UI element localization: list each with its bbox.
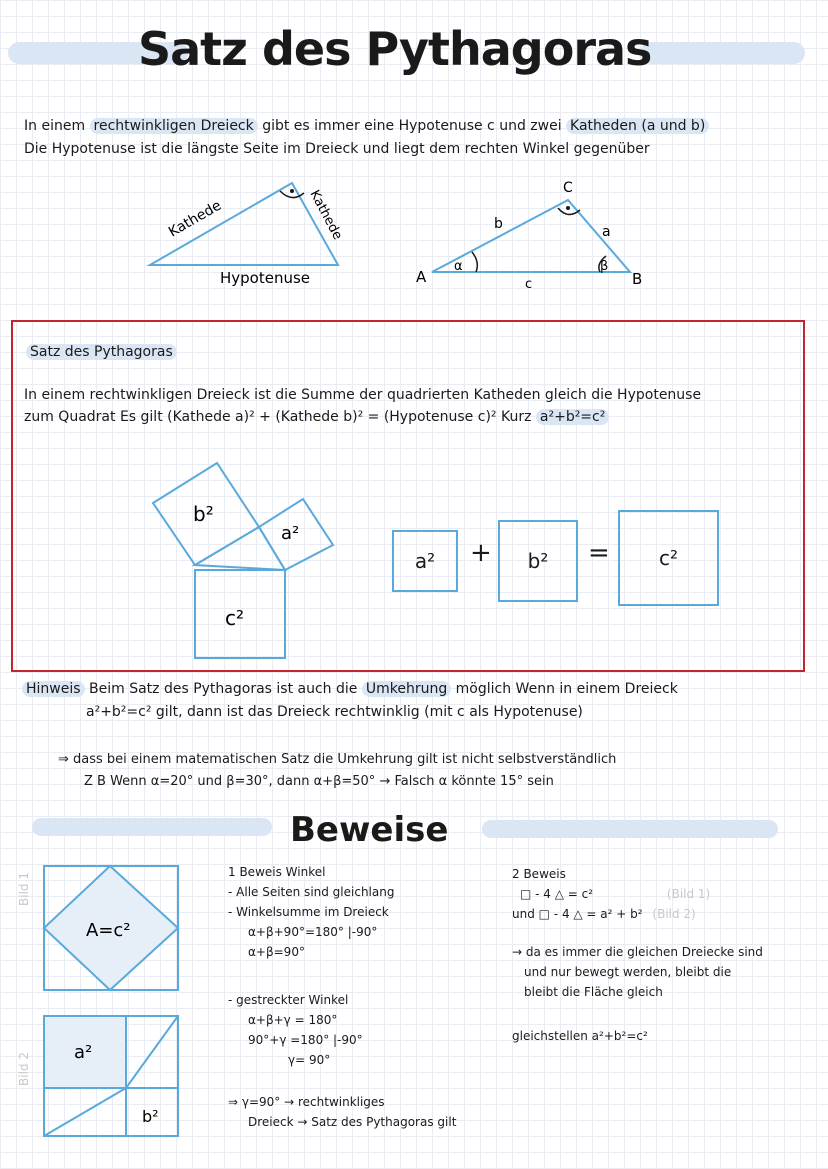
proof1-line-6: α+β+γ = 180° — [248, 1013, 338, 1027]
bild2-diagram — [40, 1012, 182, 1140]
proof1-line-9: ⇒ γ=90° → rechtwinkliges — [228, 1095, 385, 1109]
beweise-highlight-right — [482, 820, 778, 838]
proof2-tag-bild1: (Bild 1) — [666, 887, 711, 901]
theorem-frame — [11, 320, 805, 672]
proof1-line-3: α+β+90°=180° |-90° — [248, 925, 378, 939]
hinweis-text-b: möglich Wenn in einem Dreieck — [455, 681, 678, 697]
title-highlight-right — [640, 42, 805, 64]
bild2-b-label: b² — [142, 1107, 159, 1126]
triangle-abc-diagram — [410, 178, 650, 293]
theorem-line-2-text: zum Quadrat Es gilt (Kathede a)² + (Kathede b)² = (Hypotenuse c)² Kurz — [24, 409, 532, 425]
proof-1 — [228, 862, 456, 1132]
proof1-line-4: α+β=90° — [248, 945, 305, 959]
proof2-line-2-text: und □ - 4 △ = a² + b² — [512, 907, 643, 921]
proof1-title: 1 Beweis Winkel — [228, 865, 326, 879]
square-b-label: b² — [193, 502, 214, 526]
eq-equals: = — [588, 538, 610, 568]
intro-text-b: gibt es immer eine Hypotenuse c und zwei — [262, 118, 562, 134]
vertex-c: C — [563, 180, 573, 196]
bild2-a-label: a² — [74, 1042, 93, 1063]
pythagoras-squares-figure — [145, 455, 345, 665]
intro-text-a: In einem — [24, 118, 86, 134]
proof1-line-5: - gestreckter Winkel — [228, 993, 349, 1007]
hinweis-label: Hinweis — [22, 681, 85, 697]
bild2-label: Bild 2 — [17, 1052, 31, 1086]
intro-line-1 — [24, 115, 709, 137]
angle-alpha: α — [454, 259, 463, 274]
hinweis-text-a: Beim Satz des Pythagoras ist auch die — [89, 681, 358, 697]
beweise-title: Beweise — [290, 810, 449, 850]
proof1-line-1: - Alle Seiten sind gleichlang — [228, 885, 395, 899]
proof2-tag-bild2: (Bild 2) — [652, 907, 696, 921]
eq-plus: + — [470, 538, 492, 568]
intro-line-2: Die Hypotenuse ist die längste Seite im Dreieck und liegt dem rechten Winkel gegenüber — [24, 141, 650, 157]
triangle-sides-diagram — [140, 175, 360, 290]
vertex-b: B — [632, 270, 643, 288]
proof2-line-1 — [512, 884, 763, 904]
hinweis-line-1 — [22, 678, 678, 700]
note-line-2: Z B Wenn α=20° und β=30°, dann α+β=50° → Falsch α könnte 15° sein — [84, 774, 554, 789]
proof2-line-3: → da es immer die gleichen Dreiecke sind — [512, 945, 763, 959]
proof1-line-10: Dreieck → Satz des Pythagoras gilt — [248, 1115, 457, 1129]
proof2-line-5: bleibt die Fläche gleich — [524, 985, 663, 999]
proof1-line-8: γ= 90° — [288, 1053, 331, 1067]
hinweis-line-2: a²+b²=c² gilt, dann ist das Dreieck rechtwinklig (mit c als Hypotenuse) — [86, 704, 583, 720]
proof2-line-1-text: □ - 4 △ = c² — [520, 887, 594, 901]
proof1-line-7: 90°+γ =180° |-90° — [248, 1033, 363, 1047]
theorem-line-1: In einem rechtwinkligen Dreieck ist die Summe der quadrierten Katheden gleich die Hypotenuse — [24, 387, 702, 403]
intro-highlight-katheden: Katheden (a und b) — [566, 118, 709, 134]
theorem-heading-text: Satz des Pythagoras — [26, 344, 177, 360]
angle-beta: β — [600, 259, 609, 274]
eq-square-a: a² — [392, 530, 458, 592]
proof1-line-2: - Winkelsumme im Dreieck — [228, 905, 389, 919]
label-kathede-2: Kathede — [306, 187, 345, 243]
proof-2 — [512, 864, 763, 1046]
square-c-label: c² — [225, 606, 245, 630]
side-c: c — [525, 277, 533, 292]
theorem-line-2 — [24, 406, 609, 428]
bild1-diagram — [40, 862, 182, 994]
label-hypotenuse: Hypotenuse — [220, 269, 311, 287]
beweise-highlight-left — [32, 818, 272, 836]
vertex-a: A — [416, 268, 427, 286]
note-line-1: ⇒ dass bei einem matematischen Satz die Umkehrung gilt ist nicht selbstverständlich — [58, 752, 617, 767]
eq-square-c: c² — [618, 510, 719, 606]
proof2-line-4: und nur bewegt werden, bleibt die — [524, 965, 732, 979]
intro-highlight-dreieck: rechtwinkligen Dreieck — [90, 118, 258, 134]
page-title: Satz des Pythagoras — [138, 22, 652, 76]
theorem-heading — [26, 341, 177, 363]
side-a: a — [602, 224, 611, 240]
bild1-center-label: A=c² — [86, 920, 131, 941]
proof2-line-6: gleichstellen a²+b²=c² — [512, 1029, 648, 1043]
side-b: b — [494, 216, 503, 232]
square-a-label: a² — [281, 523, 300, 544]
proof2-title: 2 Beweis — [512, 867, 566, 881]
hinweis-highlight: Umkehrung — [362, 681, 451, 697]
label-kathede-1: Kathede — [166, 197, 225, 241]
eq-square-b: b² — [498, 520, 578, 602]
theorem-formula: a²+b²=c² — [536, 409, 609, 425]
proof2-line-2 — [512, 904, 763, 924]
bild1-label: Bild 1 — [17, 872, 31, 906]
